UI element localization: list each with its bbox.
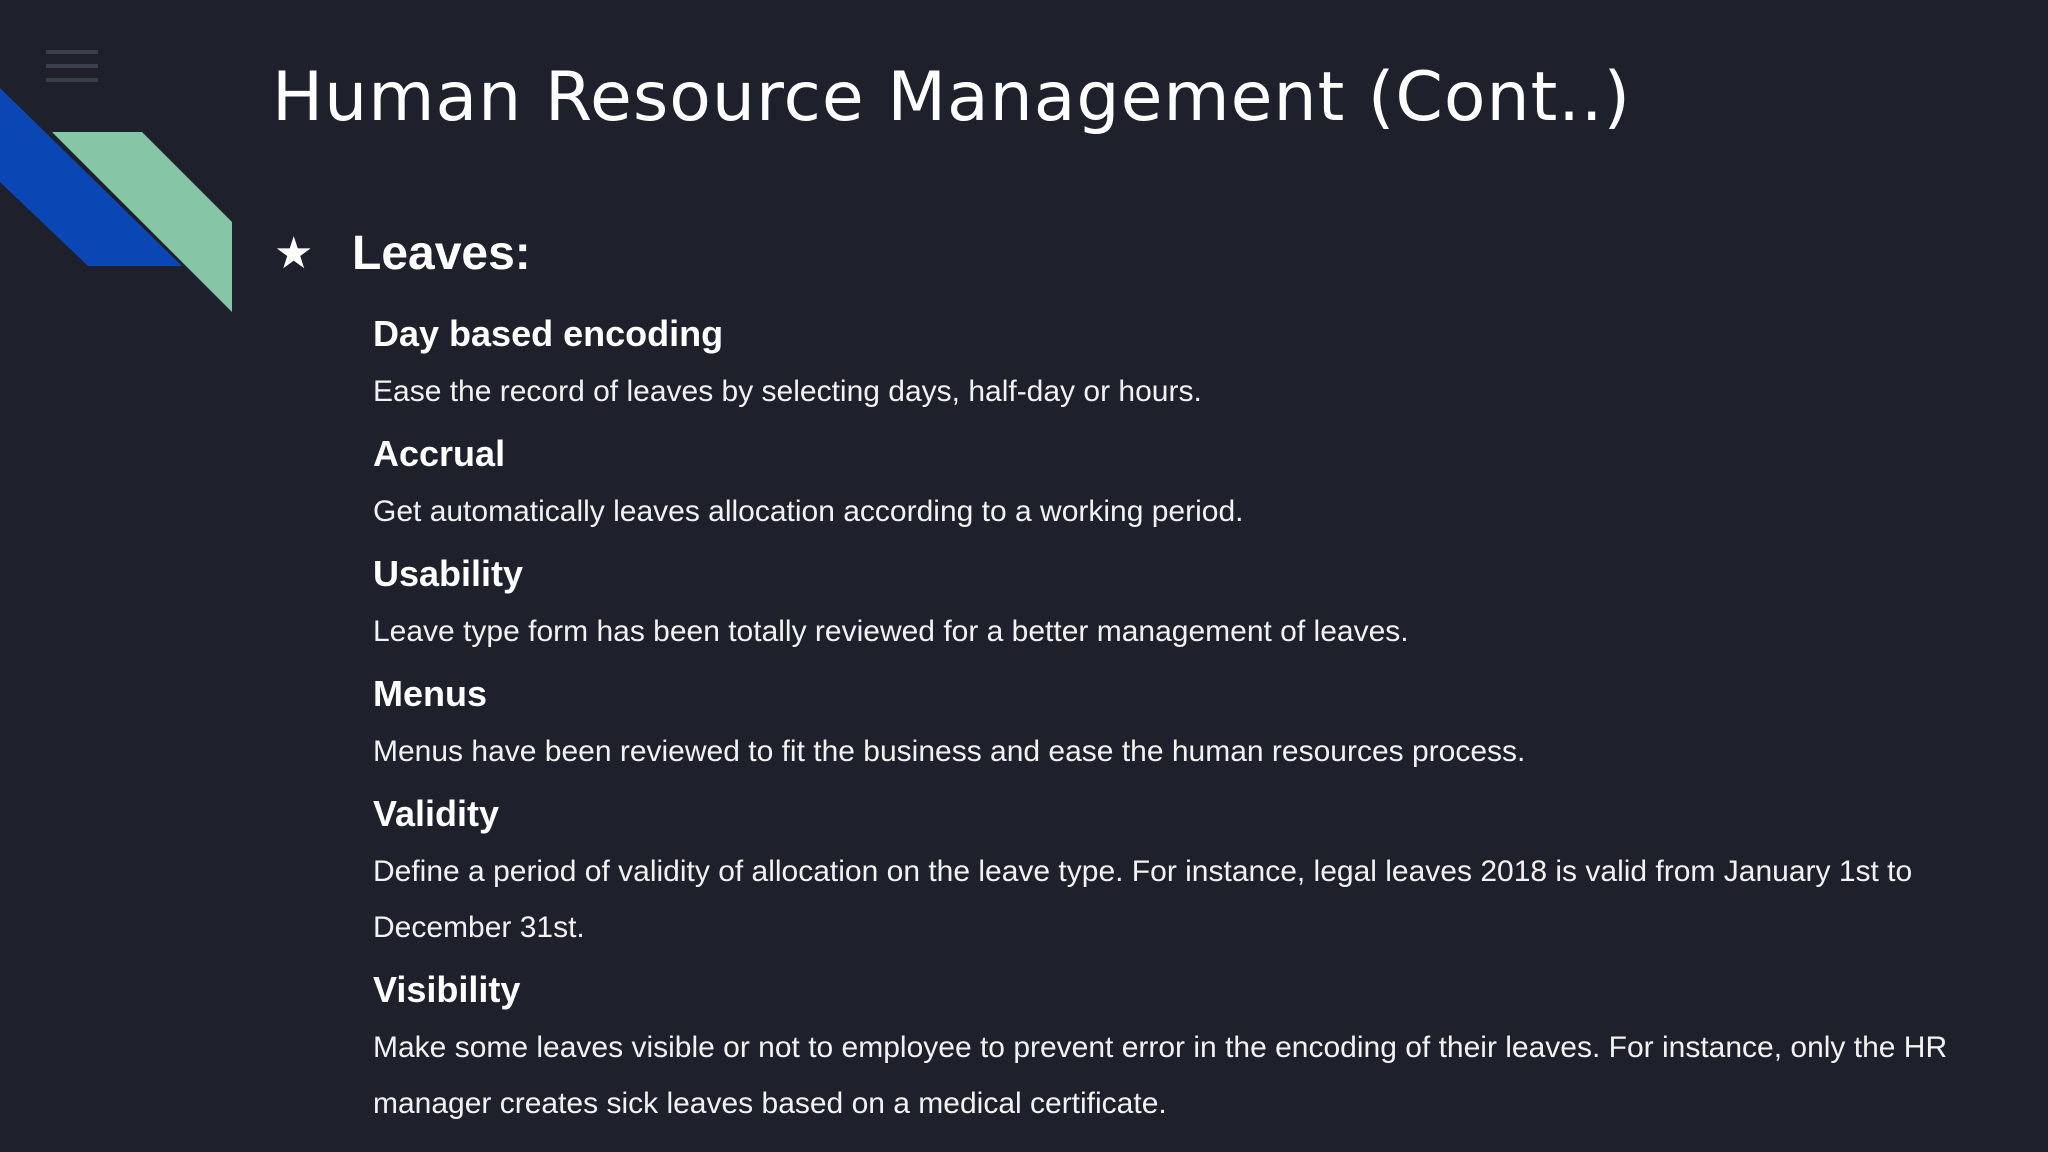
item-title: Accrual — [373, 433, 506, 474]
list-item — [373, 960, 2003, 1132]
list-item — [373, 784, 2003, 956]
slide-title: Human Resource Management (Cont..) — [272, 58, 1632, 137]
section-heading: Leaves: — [352, 227, 531, 280]
item-title: Day based encoding — [373, 313, 724, 354]
item-description: Define a period of validity of allocation on the leave type. For instance, legal leaves 2018 is valid from January 1st to December 31st. — [373, 855, 1913, 944]
item-description: Leave type form has been totally reviewed for a better management of leaves. — [373, 615, 1409, 648]
feature-list — [373, 304, 2003, 1136]
star-icon: ★ — [274, 227, 314, 279]
item-title: Visibility — [373, 969, 521, 1010]
item-description: Ease the record of leaves by selecting days, half-day or hours. — [373, 375, 1202, 408]
list-item — [373, 544, 2003, 660]
item-description: Menus have been reviewed to fit the business and ease the human resources process. — [373, 735, 1526, 768]
list-item — [373, 304, 2003, 420]
list-item — [373, 424, 2003, 540]
item-title: Usability — [373, 553, 524, 594]
item-description: Get automatically leaves allocation according to a working period. — [373, 495, 1244, 528]
item-description: Make some leaves visible or not to employee to prevent error in the encoding of their leaves. For instance, only the HR manager creates sick leaves based on a medical certificate. — [373, 1031, 1948, 1120]
item-title: Menus — [373, 673, 488, 714]
list-item — [373, 664, 2003, 780]
item-title: Validity — [373, 793, 500, 834]
section-bullet — [274, 226, 531, 281]
decorative-stripes — [0, 0, 240, 320]
